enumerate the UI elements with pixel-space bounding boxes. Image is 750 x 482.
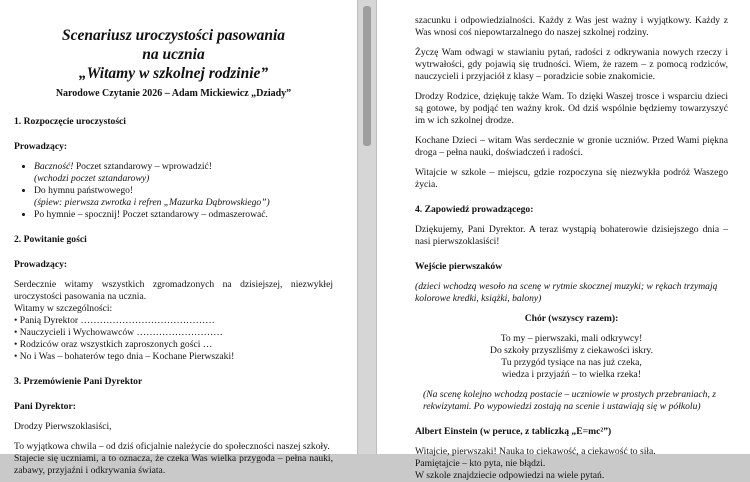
scrollbar-thumb[interactable]: [363, 6, 371, 146]
document-title-line-3: „Witamy w szkolnej rodzinie”: [78, 65, 269, 82]
poem-line: wiedza i przyjaźń – to wielka rzeka!: [501, 369, 642, 380]
stage-direction: (śpiew: pierwsza zwrotka i refren „Mazurka Dąbrowskiego”): [34, 197, 270, 208]
poem: [415, 333, 728, 381]
paragraph: Życzę Wam odwagi w stawianiu pytań, radości z odkrywania nowych rzeczy i wytrwałości, gdy pojawią się trudności. Wiem, że razem – z pomocą rodziców, nauczycieli i przyjaciół z klasy – poradzicie sobie znakomicie.: [415, 47, 728, 82]
guest-list-item: • Nauczycieli i Wychowawców ………………………: [14, 327, 223, 338]
speaker-label: Prowadzący:: [14, 141, 68, 152]
section-heading-1: 1. Rozpoczęcie uroczystości: [14, 116, 126, 127]
page-gap-scrollbar[interactable]: [357, 0, 377, 454]
dialogue-line: Pamiętajcie – kto pyta, nie błądzi.: [415, 458, 546, 469]
poem-line: Do szkoły przyszliśmy z ciekawości iskry.: [490, 345, 653, 356]
dialogue-line: Witajcie, pierwszaki! Nauka to ciekawość, a ciekawość to siła.: [415, 446, 656, 457]
speaker-label: Pani Dyrektor:: [14, 401, 76, 412]
guest-list-item: • No i Was – bohaterów tego dnia – Kochane Pierwszaki!: [14, 351, 235, 362]
paragraph: Drodzy Pierwszoklasiści,: [14, 421, 112, 432]
paragraph: Drodzy Rodzice, dziękuję także Wam. To dzięki Waszej trosce i wsparciu dzieci są gotowe, by podjąć ten ważny krok. Od dziś wspólnie będziemy towarzyszyć im w ich szkolnej drodze.: [415, 91, 728, 126]
paragraph: Witamy w szczególności:: [14, 303, 113, 314]
document-page-left: [0, 0, 357, 476]
guest-list-item: • Panią Dyrektor ……………………………………: [14, 315, 215, 326]
dialogue-line: W szkole znajdziecie odpowiedzi na wiele pytań.: [415, 470, 605, 481]
paragraph: Dziękujemy, Pani Dyrektor. A teraz wystąpią bohaterowie dzisiejszego dnia – nasi pierwszoklasiści!: [415, 224, 728, 247]
list-item-text: Po hymnie – spocznij! Poczet sztandarowy – odmaszerować.: [34, 209, 268, 220]
paragraph: Serdecznie witamy wszystkich zgromadzonych na dzisiejszej, niezwykłej uroczystości pasowania na ucznia.: [14, 279, 333, 302]
section-heading-3: 3. Przemówienie Pani Dyrektor: [14, 376, 143, 387]
document-page-right: [377, 0, 750, 481]
stage-direction: (wchodzi poczet sztandarowy): [34, 173, 150, 184]
list-item: [34, 209, 333, 221]
list-item-text: Poczet sztandarowy – wprowadzić!: [73, 161, 212, 172]
bullet-list: [14, 161, 333, 221]
document-title-line-1: Scenariusz uroczystości pasowania: [61, 27, 286, 44]
list-item-text: Do hymnu państwowego!: [34, 185, 134, 196]
document-title-line-2: na ucznia: [142, 46, 205, 63]
choir-heading: Chór (wszyscy razem):: [524, 313, 619, 324]
paragraph: Witajcie w szkole – miejscu, gdzie rozpoczyna się niezwykła podróż Waszego życia.: [415, 167, 728, 190]
list-item: [34, 185, 333, 209]
stage-direction: (dzieci wchodzą wesoło na scenę w rytmie skocznej muzyki; w rękach trzymają kolorowe kredki, książki, balony): [415, 281, 718, 304]
speaker-label: Prowadzący:: [14, 259, 68, 270]
paragraph: To wyjątkowa chwila – od dziś oficjalnie należycie do społeczności naszej szkoły.: [14, 441, 330, 452]
document-subtitle: Narodowe Czytanie 2026 – Adam Mickiewicz „Dziady”: [55, 88, 292, 99]
list-item: [34, 161, 333, 185]
poem-line: To my – pierwszaki, mali odkrywcy!: [500, 333, 643, 344]
paragraph: Kochane Dzieci – witam Was serdecznie w gronie uczniów. Przed Wami piękna droga – pełna nauki, doświadczeń i radości.: [415, 135, 728, 158]
scene-heading: Wejście pierwszaków: [415, 261, 503, 272]
character-heading: Albert Einstein (w peruce, z tabliczką „E=mc²”): [415, 426, 612, 437]
paragraph: szacunku i odpowiedzialności. Każdy z Was jest ważny i wyjątkowy. Każdy z Was wnosi coś niepowtarzalnego do naszej szkolnej rodziny.: [415, 15, 728, 38]
guest-list-item: • Rodziców oraz wszystkich zaproszonych gości …: [14, 339, 213, 350]
section-heading-2: 2. Powitanie gości: [14, 234, 87, 245]
stage-direction: (Na scenę kolejno wchodzą postacie – uczniowie w prostych przebraniach, z rekwizytami. Po wypowiedzi zostają na scenie i ustawiają się w półkolu): [423, 389, 717, 412]
poem-line: Tu przygód tysiące na nas już czeka,: [501, 357, 642, 368]
command-text: Baczność!: [34, 161, 74, 172]
paragraph: Stajecie się uczniami, a to oznacza, że czeka Was wielka przygoda – pełna nauki, zabawy, przyjaźni i odkrywania świata.: [14, 453, 333, 476]
section-heading-4: 4. Zapowiedź prowadzącego:: [415, 204, 534, 215]
